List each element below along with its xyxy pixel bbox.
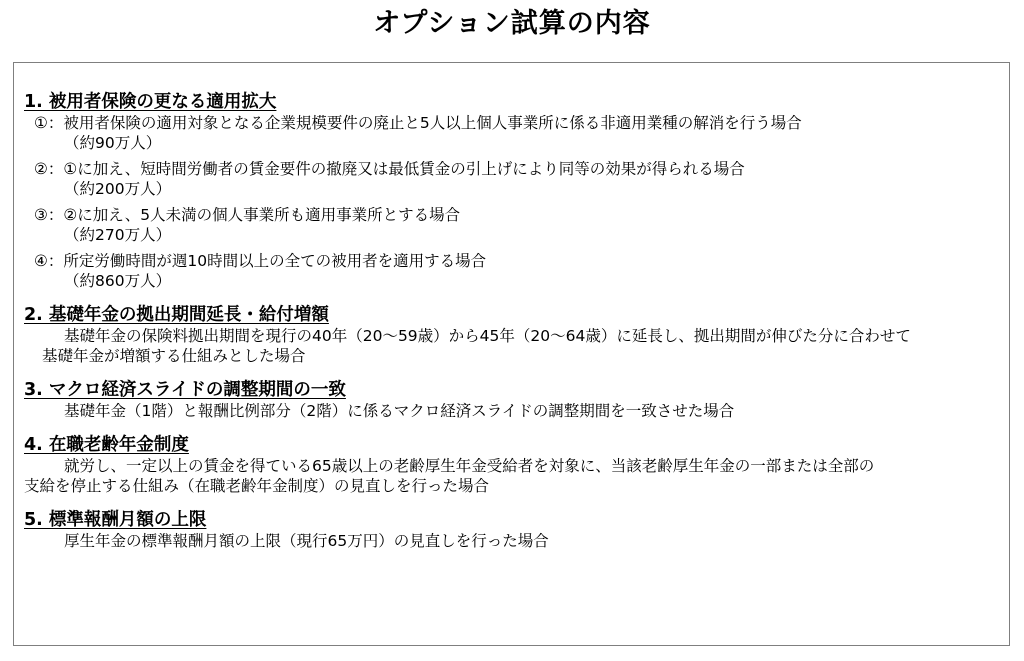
section-3-line-1: 基礎年金（1階）と報酬比例部分（2階）に係るマクロ経済スライドの調整期間を一致させた場合 <box>64 402 735 420</box>
section-2-line-1: 基礎年金の保険料拠出期間を現行の40年（20～59歳）から45年（20～64歳）に延長し、拠出期間が伸びた分に合わせて <box>64 327 911 345</box>
section-3-heading: 3. マクロ経済スライドの調整期間の一致 <box>24 380 346 400</box>
section-4-line-2: 支給を停止する仕組み（在職老齢年金制度）の見直しを行った場合 <box>24 477 490 495</box>
section-1-item-2: ②：①に加え、短時間労働者の賃金要件の撤廃又は最低賃金の引上げにより同等の効果が得られる場合 <box>34 160 745 178</box>
section-1-item-3-count: （約270万人） <box>64 226 172 244</box>
section-5-heading: 5. 標準報酬月額の上限 <box>24 510 207 530</box>
section-2-line-2: 基礎年金が増額する仕組みとした場合 <box>42 347 306 365</box>
section-2-heading: 2. 基礎年金の拠出期間延長・給付増額 <box>24 305 329 325</box>
section-1-item-3: ③：②に加え、5人未満の個人事業所も適用事業所とする場合 <box>34 206 461 224</box>
section-1-heading: 1. 被用者保険の更なる適用拡大 <box>24 92 277 112</box>
page-title: オプション試算の内容 <box>373 8 651 39</box>
section-5-line-1: 厚生年金の標準報酬月額の上限（現行65万円）の見直しを行った場合 <box>64 532 549 550</box>
section-1-item-2-count: （約200万人） <box>64 180 172 198</box>
section-1-item-1: ①：被用者保険の適用対象となる企業規模要件の廃止と5人以上個人事業所に係る非適用業種の解消を行う場合 <box>34 114 802 132</box>
section-1-item-1-count: （約90万人） <box>64 134 162 152</box>
content-inner <box>24 91 1003 551</box>
content-box <box>13 62 1010 646</box>
section-4-heading: 4. 在職老齢年金制度 <box>24 435 189 455</box>
section-1-item-4-count: （約860万人） <box>64 272 172 290</box>
section-1-item-4: ④：所定労働時間が週10時間以上の全ての被用者を適用する場合 <box>34 252 487 270</box>
section-4-line-1: 就労し、一定以上の賃金を得ている65歳以上の老齢厚生年金受給者を対象に、当該老齢厚生年金の一部または全部の <box>64 457 875 475</box>
